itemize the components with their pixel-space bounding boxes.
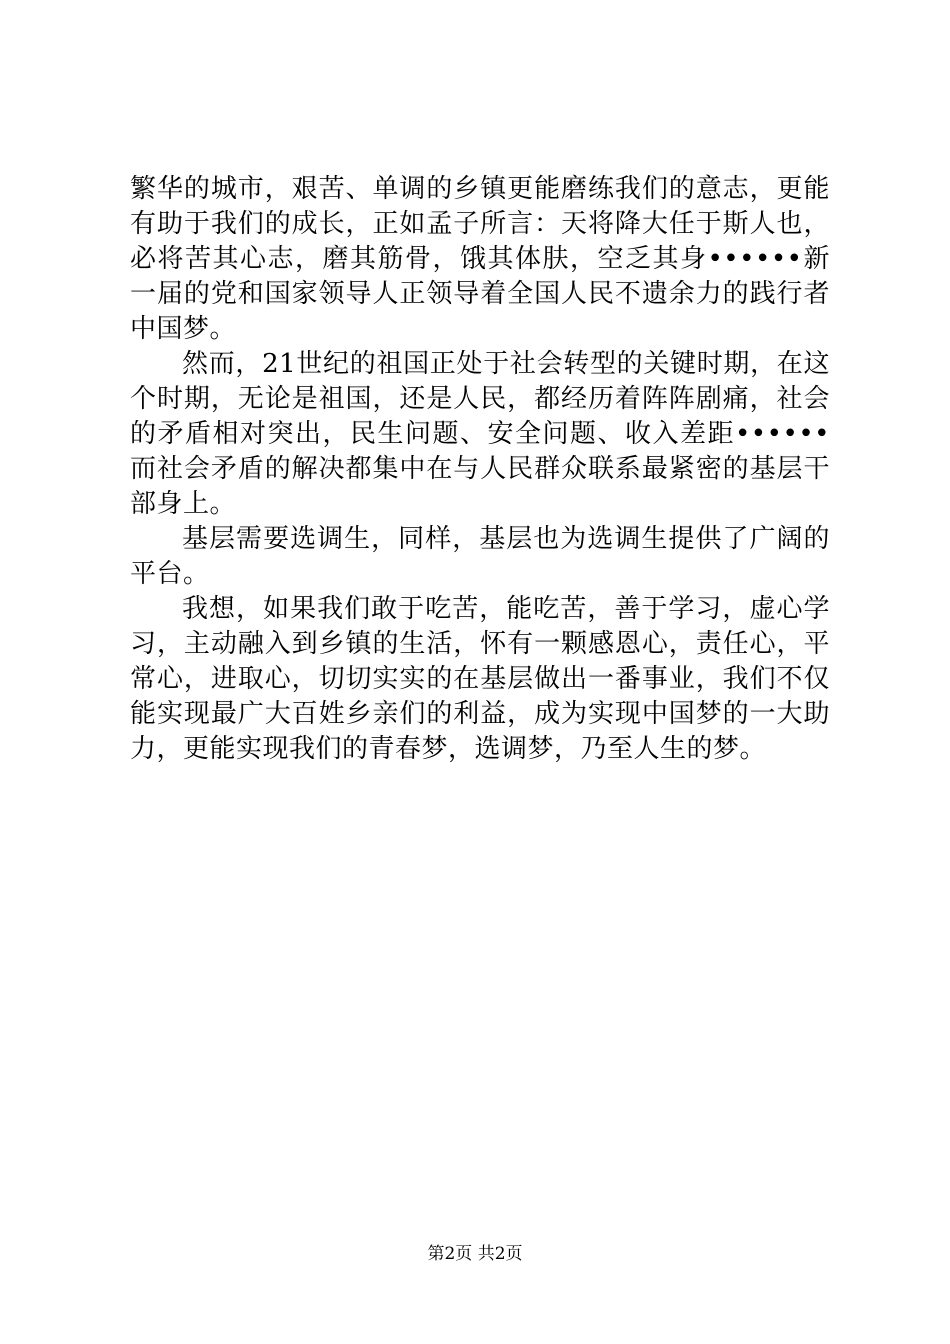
document-body: [130, 172, 830, 767]
page-indicator: 第2页 共2页: [427, 1244, 523, 1264]
paragraph-3: 基层需要选调生，同样，基层也为选调生提供了广阔的平台。: [130, 524, 830, 589]
page-footer: [0, 1242, 950, 1266]
paragraph-4: 我想，如果我们敢于吃苦，能吃苦，善于学习，虚心学习，主动融入到乡镇的生活，怀有一颗感恩心，责任心，平常心，进取心，切切实实的在基层做出一番事业，我们不仅能实现最广大百姓乡亲们的利益，成为实现中国梦的一大助力，更能实现我们的青春梦，选调梦，乃至人生的梦。: [130, 594, 830, 764]
paragraph-1: 繁华的城市，艰苦、单调的乡镇更能磨练我们的意志，更能有助于我们的成长，正如孟子所言：天将降大任于斯人也，必将苦其心志，磨其筋骨，饿其体肤，空乏其身••••••新一届的党和国家领导人正领导着全国人民不遗余力的践行者中国梦。: [130, 174, 830, 344]
paragraph-2: 然而，21世纪的祖国正处于社会转型的关键时期，在这个时期，无论是祖国，还是人民，都经历着阵阵剧痛，社会的矛盾相对突出，民生问题、安全问题、收入差距••••••而社会矛盾的解决都集中在与人民群众联系最紧密的基层干部身上。: [130, 349, 830, 519]
